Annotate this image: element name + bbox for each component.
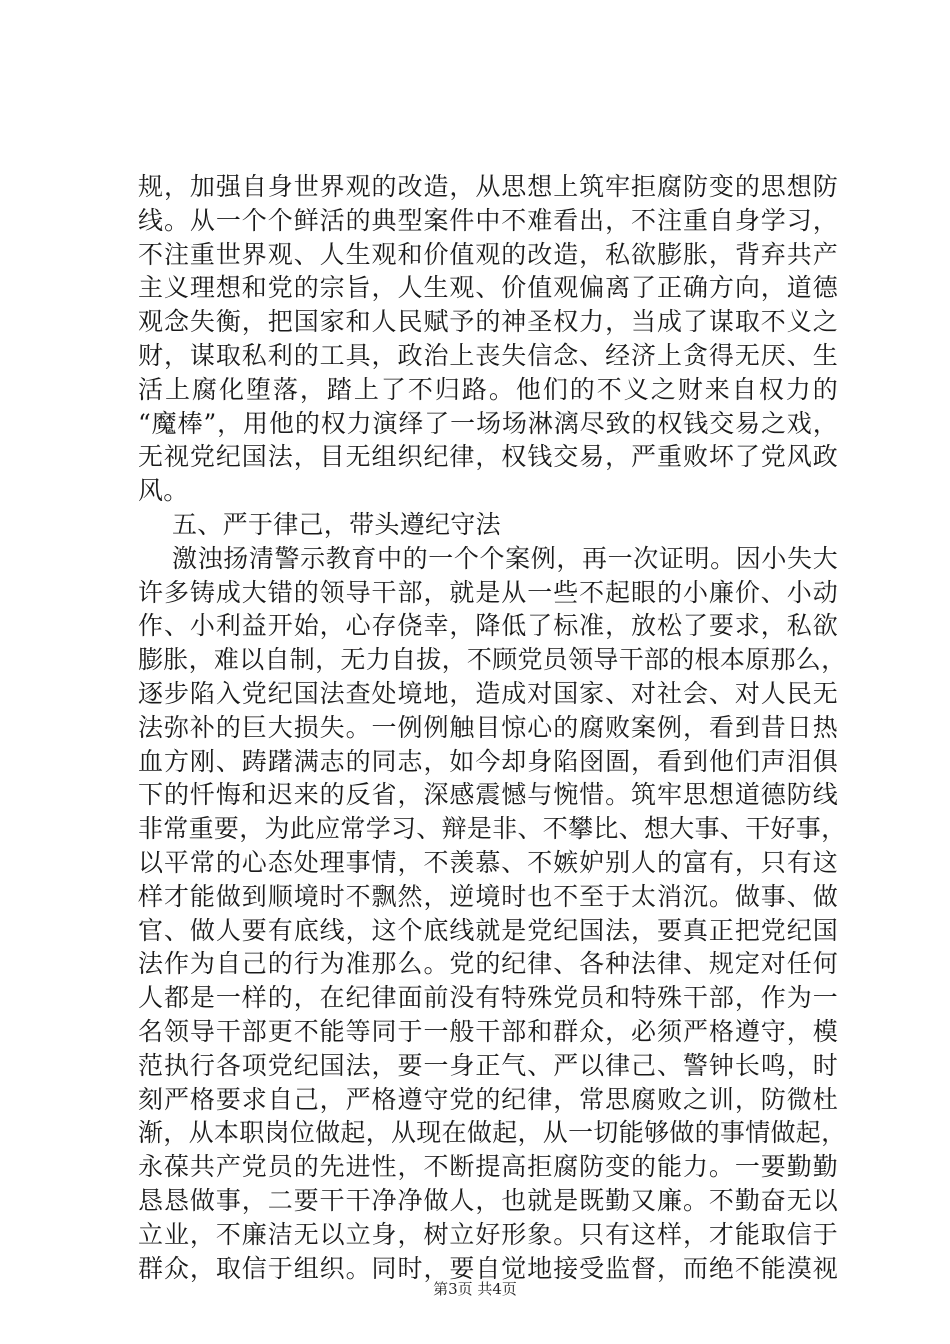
text-line: 血方刚、踌躇满志的同志，如今却身陷囹圄，看到他们声泪俱: [138, 746, 838, 776]
text-line: 群众，取信于组织。同时，要自觉地接受监督，而绝不能漠视: [138, 1253, 838, 1283]
text-line: 无视党纪国法，目无组织纪律，权钱交易，严重败坏了党风政: [138, 442, 838, 472]
text-line: 风。: [138, 476, 189, 506]
page-number-footer: 第3页 共4页: [433, 1280, 517, 1298]
text-line: 观念失衡，把国家和人民赋予的神圣权力，当成了谋取不义之: [138, 307, 838, 337]
section-heading: 五、严于律己，带头遵纪守法: [172, 509, 501, 539]
text-line: 官、做人要有底线，这个底线就是党纪国法，要真正把党纪国: [138, 915, 838, 945]
text-line: 范执行各项党纪国法，要一身正气、严以律己、警钟长鸣，时: [138, 1050, 838, 1080]
paragraph-first-line: 激浊扬清警示教育中的一个个案例，再一次证明。因小失大: [172, 543, 838, 573]
text-line: “魔棒”，用他的权力演绎了一场场淋漓尽致的权钱交易之戏，: [138, 408, 838, 438]
text-line: 不注重世界观、人生观和价值观的改造，私欲膨胀，背弃共产: [138, 239, 838, 269]
text-line: 下的忏悔和迟来的反省，深感震憾与惋惜。筑牢思想道德防线: [138, 780, 838, 810]
text-line: 财，谋取私利的工具，政治上丧失信念、经济上贪得无厌、生: [138, 340, 838, 370]
text-line: 人都是一样的，在纪律面前没有特殊党员和特殊干部，作为一: [138, 983, 838, 1013]
text-line: 名领导干部更不能等同于一般干部和群众，必须严格遵守，模: [138, 1016, 838, 1046]
text-line: 刻严格要求自己，严格遵守党的纪律，常思腐败之训，防微杜: [138, 1084, 838, 1114]
text-line: 恳恳做事，二要干干净净做人，也就是既勤又廉。不勤奋无以: [138, 1185, 838, 1215]
text-line: 许多铸成大错的领导干部，就是从一些不起眼的小廉价、小动: [138, 577, 838, 607]
text-line: 立业，不廉洁无以立身，树立好形象。只有这样，才能取信于: [138, 1219, 838, 1249]
text-line: 线。从一个个鲜活的典型案件中不难看出，不注重自身学习，: [138, 205, 838, 235]
text-line: 法作为自己的行为准那么。党的纪律、各种法律、规定对任何: [138, 949, 838, 979]
text-line: 活上腐化堕落，踏上了不归路。他们的不义之财来自权力的: [138, 374, 838, 404]
text-line: 法弥补的巨大损失。一例例触目惊心的腐败案例，看到昔日热: [138, 712, 838, 742]
text-line: 渐，从本职岗位做起，从现在做起，从一切能够做的事情做起，: [138, 1118, 847, 1148]
text-line: 规，加强自身世界观的改造，从思想上筑牢拒腐防变的思想防: [138, 172, 838, 201]
text-line: 作、小利益开始，心存侥幸，降低了标准，放松了要求，私欲: [138, 611, 838, 641]
text-line: 以平常的心态处理事情，不羡慕、不嫉妒别人的富有，只有这: [138, 847, 838, 877]
text-line: 永葆共产党员的先进性，不断提高拒腐防变的能力。一要勤勤: [138, 1152, 838, 1182]
text-line: 非常重要，为此应常学习、辩是非、不攀比、想大事、干好事，: [138, 814, 847, 844]
text-line: 主义理想和党的宗旨，人生观、价值观偏离了正确方向，道德: [138, 273, 838, 303]
text-line: 样才能做到顺境时不飘然，逆境时也不至于太消沉。做事、做: [138, 881, 838, 911]
body-text: [138, 170, 847, 1285]
text-line: 逐步陷入党纪国法查处境地，造成对国家、对社会、对人民无: [138, 678, 838, 708]
text-line: 膨胀，难以自制，无力自拔，不顾党员领导干部的根本原那么，: [138, 645, 847, 675]
